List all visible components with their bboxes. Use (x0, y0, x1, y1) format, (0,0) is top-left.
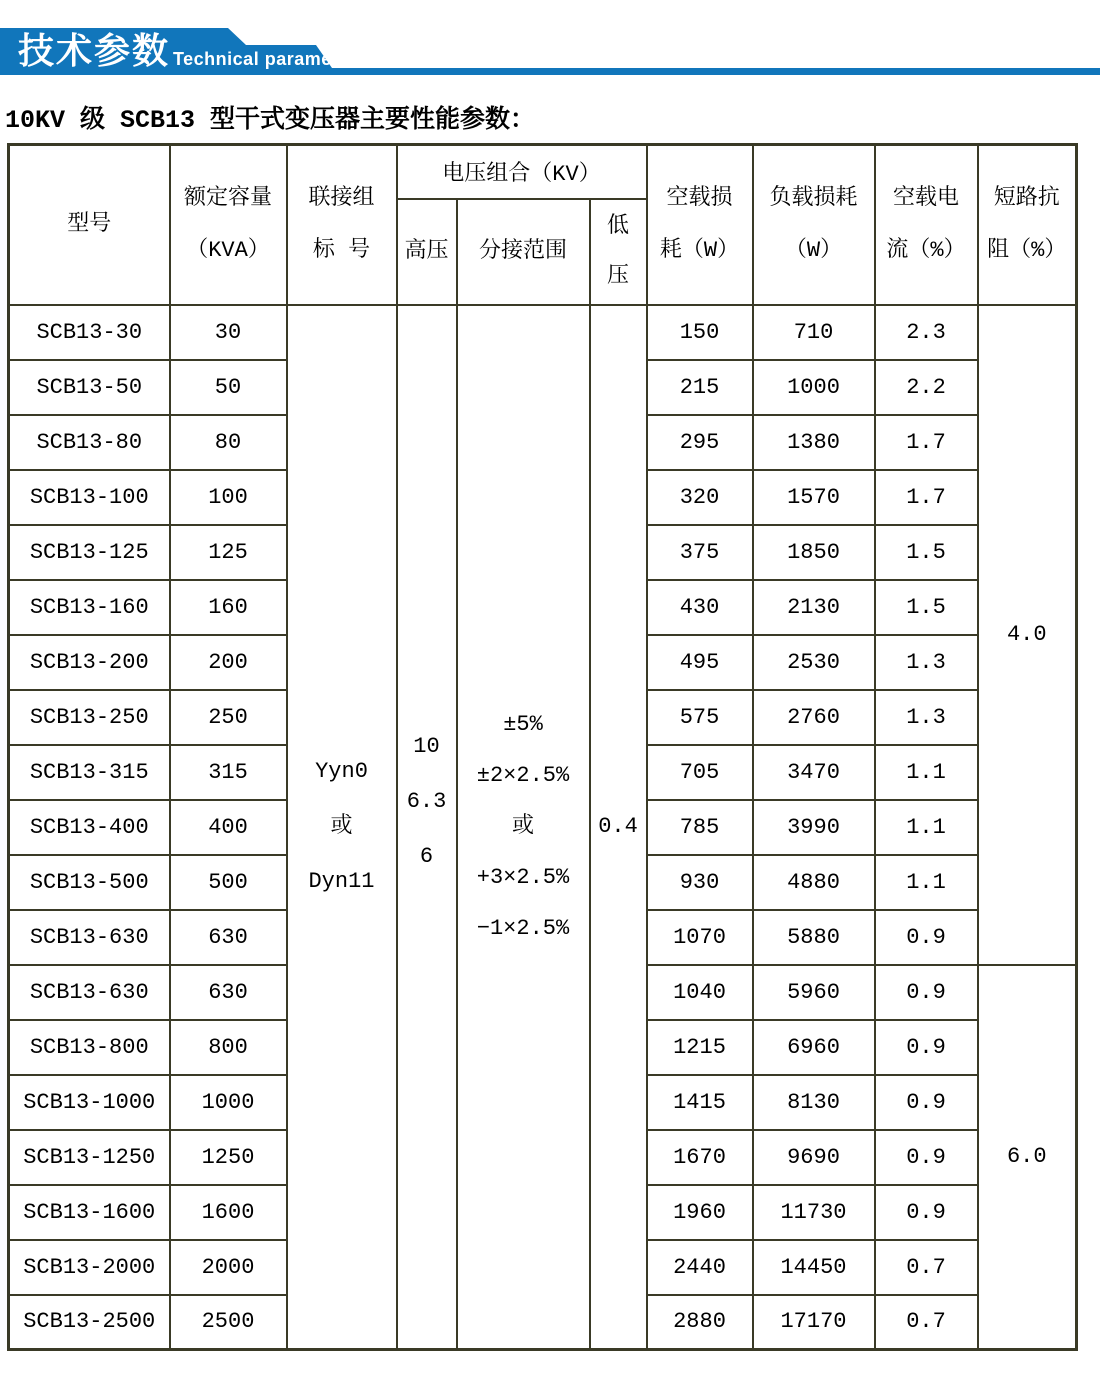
header-banner (0, 0, 1100, 80)
header-tap-range: 分接范围 (457, 199, 590, 305)
noload-current-cell: 1.1 (875, 745, 978, 800)
model-cell: SCB13-315 (9, 745, 170, 800)
header-connection: 联接组 标 号 (287, 145, 397, 305)
noload-current-cell: 0.9 (875, 1020, 978, 1075)
noload-current-cell: 0.9 (875, 910, 978, 965)
header-noload-current: 空载电 流（%） (875, 145, 978, 305)
load-loss-cell: 1850 (753, 525, 875, 580)
noload-current-cell: 1.3 (875, 690, 978, 745)
noload-current-cell: 1.7 (875, 470, 978, 525)
header-impedance: 短路抗 阻（%） (978, 145, 1077, 305)
load-loss-cell: 2530 (753, 635, 875, 690)
banner-subtitle: Technical parameter (173, 49, 357, 69)
noload-current-cell: 0.7 (875, 1295, 978, 1350)
capacity-cell: 1000 (170, 1075, 287, 1130)
noload-current-cell: 2.2 (875, 360, 978, 415)
noload-loss-cell: 2880 (647, 1295, 753, 1350)
load-loss-cell: 2130 (753, 580, 875, 635)
noload-current-cell: 1.1 (875, 800, 978, 855)
load-loss-cell: 5880 (753, 910, 875, 965)
load-loss-cell: 17170 (753, 1295, 875, 1350)
noload-loss-cell: 1415 (647, 1075, 753, 1130)
model-cell: SCB13-125 (9, 525, 170, 580)
model-cell: SCB13-1600 (9, 1185, 170, 1240)
capacity-cell: 630 (170, 910, 287, 965)
noload-current-cell: 1.3 (875, 635, 978, 690)
model-cell: SCB13-630 (9, 910, 170, 965)
model-cell: SCB13-400 (9, 800, 170, 855)
model-cell: SCB13-1250 (9, 1130, 170, 1185)
load-loss-cell: 1570 (753, 470, 875, 525)
noload-loss-cell: 430 (647, 580, 753, 635)
load-loss-cell: 710 (753, 305, 875, 360)
load-loss-cell: 8130 (753, 1075, 875, 1130)
noload-loss-cell: 215 (647, 360, 753, 415)
model-cell: SCB13-200 (9, 635, 170, 690)
load-loss-cell: 11730 (753, 1185, 875, 1240)
noload-current-cell: 1.5 (875, 580, 978, 635)
header-hv: 高压 (397, 199, 457, 305)
header-load-loss: 负载损耗 （W） (753, 145, 875, 305)
noload-current-cell: 0.9 (875, 1075, 978, 1130)
capacity-cell: 80 (170, 415, 287, 470)
capacity-cell: 50 (170, 360, 287, 415)
header-noload-loss: 空载损 耗（W） (647, 145, 753, 305)
impedance-cell: 4.0 (978, 305, 1077, 965)
noload-current-cell: 0.9 (875, 1130, 978, 1185)
impedance-cell: 6.0 (978, 965, 1077, 1350)
model-cell: SCB13-50 (9, 360, 170, 415)
banner-title: 技术参数 (18, 30, 171, 71)
tap-range-cell: ±5% ±2×2.5% 或 +3×2.5% −1×2.5% (457, 305, 590, 1350)
table-body (9, 305, 1077, 1350)
table-row (9, 305, 1077, 360)
header-model: 型号 (9, 145, 170, 305)
capacity-cell: 200 (170, 635, 287, 690)
capacity-cell: 1250 (170, 1130, 287, 1185)
parameters-table (7, 143, 1078, 1351)
hv-cell: 10 6.3 6 (397, 305, 457, 1350)
capacity-cell: 2000 (170, 1240, 287, 1295)
capacity-cell: 250 (170, 690, 287, 745)
capacity-cell: 125 (170, 525, 287, 580)
header-voltage-group: 电压组合（KV） (397, 145, 647, 199)
noload-loss-cell: 1070 (647, 910, 753, 965)
load-loss-cell: 3470 (753, 745, 875, 800)
model-cell: SCB13-800 (9, 1020, 170, 1075)
noload-current-cell: 1.5 (875, 525, 978, 580)
noload-loss-cell: 375 (647, 525, 753, 580)
load-loss-cell: 6960 (753, 1020, 875, 1075)
capacity-cell: 30 (170, 305, 287, 360)
load-loss-cell: 2760 (753, 690, 875, 745)
capacity-cell: 400 (170, 800, 287, 855)
noload-current-cell: 1.1 (875, 855, 978, 910)
noload-loss-cell: 1215 (647, 1020, 753, 1075)
lv-cell: 0.4 (590, 305, 647, 1350)
capacity-cell: 160 (170, 580, 287, 635)
capacity-cell: 1600 (170, 1185, 287, 1240)
model-cell: SCB13-250 (9, 690, 170, 745)
header-capacity: 额定容量 （KVA） (170, 145, 287, 305)
model-cell: SCB13-100 (9, 470, 170, 525)
noload-current-cell: 2.3 (875, 305, 978, 360)
capacity-cell: 630 (170, 965, 287, 1020)
noload-loss-cell: 150 (647, 305, 753, 360)
noload-current-cell: 1.7 (875, 415, 978, 470)
noload-current-cell: 0.9 (875, 1185, 978, 1240)
noload-current-cell: 0.7 (875, 1240, 978, 1295)
noload-loss-cell: 930 (647, 855, 753, 910)
noload-loss-cell: 705 (647, 745, 753, 800)
capacity-cell: 2500 (170, 1295, 287, 1350)
model-cell: SCB13-80 (9, 415, 170, 470)
load-loss-cell: 14450 (753, 1240, 875, 1295)
noload-loss-cell: 785 (647, 800, 753, 855)
page-title: 10KV 级 SCB13 型干式变压器主要性能参数： (5, 106, 536, 135)
noload-loss-cell: 495 (647, 635, 753, 690)
noload-loss-cell: 1670 (647, 1130, 753, 1185)
model-cell: SCB13-30 (9, 305, 170, 360)
noload-loss-cell: 1960 (647, 1185, 753, 1240)
load-loss-cell: 4880 (753, 855, 875, 910)
model-cell: SCB13-160 (9, 580, 170, 635)
capacity-cell: 315 (170, 745, 287, 800)
load-loss-cell: 1380 (753, 415, 875, 470)
noload-loss-cell: 575 (647, 690, 753, 745)
model-cell: SCB13-2000 (9, 1240, 170, 1295)
load-loss-cell: 5960 (753, 965, 875, 1020)
capacity-cell: 100 (170, 470, 287, 525)
model-cell: SCB13-2500 (9, 1295, 170, 1350)
header-row-1 (9, 145, 1077, 199)
noload-current-cell: 0.9 (875, 965, 978, 1020)
model-cell: SCB13-500 (9, 855, 170, 910)
capacity-cell: 500 (170, 855, 287, 910)
model-cell: SCB13-1000 (9, 1075, 170, 1130)
header-lv: 低 压 (590, 199, 647, 305)
noload-loss-cell: 295 (647, 415, 753, 470)
load-loss-cell: 3990 (753, 800, 875, 855)
load-loss-cell: 1000 (753, 360, 875, 415)
noload-loss-cell: 320 (647, 470, 753, 525)
noload-loss-cell: 2440 (647, 1240, 753, 1295)
noload-loss-cell: 1040 (647, 965, 753, 1020)
capacity-cell: 800 (170, 1020, 287, 1075)
connection-cell: Yyn0 或 Dyn11 (287, 305, 397, 1350)
model-cell: SCB13-630 (9, 965, 170, 1020)
load-loss-cell: 9690 (753, 1130, 875, 1185)
